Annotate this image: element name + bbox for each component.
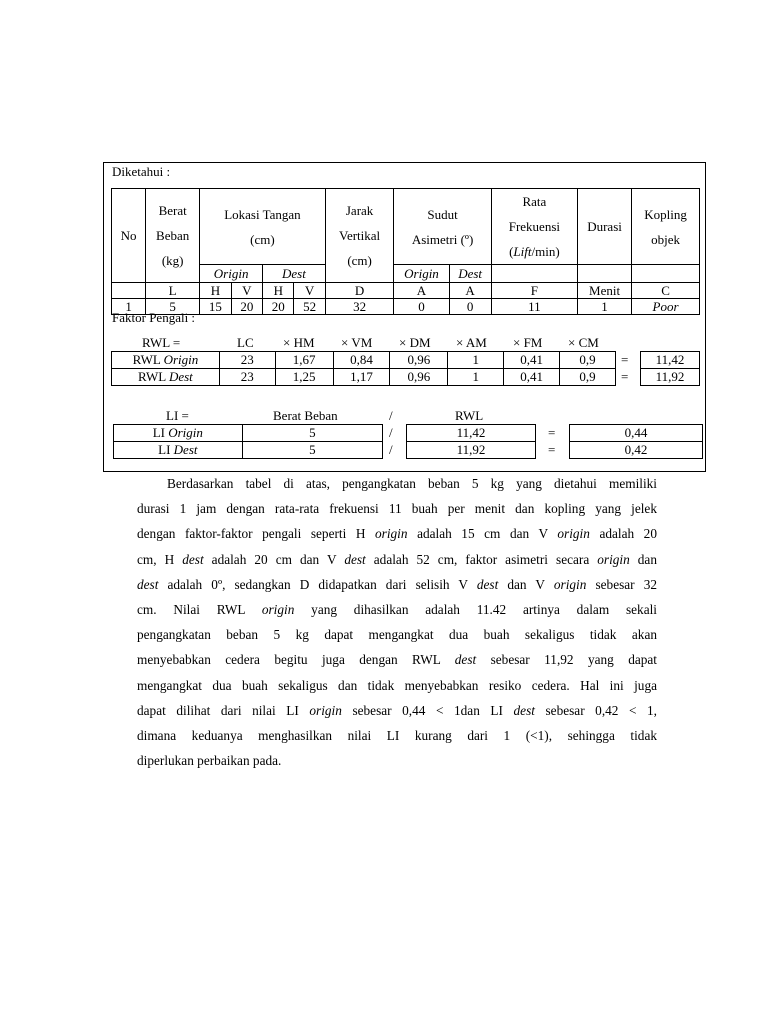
- value-cell: 32: [325, 299, 394, 315]
- empty-cell: [491, 265, 577, 283]
- rwl-origin-result: 11,42: [641, 352, 700, 369]
- explanation-paragraph: [137, 471, 657, 773]
- rwl-origin-label: RWL Origin: [112, 352, 220, 369]
- rwl-dest-result: 11,92: [641, 369, 700, 386]
- rwl-table: [111, 351, 616, 386]
- header-rata-frekuensi: Rata Frekuensi (Lift/min): [491, 189, 577, 265]
- header-berat-beban: Berat Beban (kg): [146, 189, 200, 283]
- li-header-berat: Berat Beban: [273, 408, 338, 423]
- li-beban: 5: [242, 442, 382, 459]
- rwl-value: 0,41: [504, 369, 560, 386]
- subheader-origin: Origin: [200, 265, 263, 283]
- symbol-cell: Menit: [578, 283, 632, 299]
- symbol-cell: V: [294, 283, 325, 299]
- header-no: No: [112, 189, 146, 283]
- value-cell: 0: [394, 299, 449, 315]
- rwl-value: 0,84: [333, 352, 390, 369]
- rwl-value: 1,67: [275, 352, 333, 369]
- symbol-cell: L: [146, 283, 200, 299]
- symbol-cell: C: [632, 283, 700, 299]
- li-equals: =: [548, 442, 556, 457]
- input-data-table: [111, 188, 700, 315]
- rwl-dest-label: RWL Dest: [112, 369, 220, 386]
- value-cell: 20: [263, 299, 294, 315]
- header-lokasi-tangan: Lokasi Tangan (cm): [200, 189, 326, 265]
- paragraph-line: mengangkat dua buah sekaligus dan tidak menyebabkan resiko cedera. Hal ini juga: [137, 677, 657, 693]
- rwl-header-dm: × DM: [399, 335, 431, 350]
- li-dest-result: 0,42: [570, 442, 703, 459]
- symbol-cell: A: [449, 283, 491, 299]
- rwl-equals: =: [621, 352, 629, 367]
- rwl-value: 0,9: [560, 369, 616, 386]
- paragraph-line: dengan faktor-faktor pengali seperti H origin adalah 15 cm dan V origin adalah 20: [137, 526, 657, 542]
- li-result-table: [569, 424, 703, 459]
- rwl-value: 0,96: [390, 352, 448, 369]
- paragraph-line: dimana keduanya menghasilkan nilai LI kurang dari 1 (<1), sehingga tidak: [137, 728, 657, 744]
- empty-cell: [578, 265, 632, 283]
- empty-cell: [112, 283, 146, 299]
- paragraph-line: dapat dilihat dari nilai LI origin sebesar 0,44 < 1dan LI dest sebesar 0,42 < 1,: [137, 702, 658, 718]
- symbol-cell: V: [231, 283, 262, 299]
- paragraph-line: dest adalah 0º, sedangkan D didapatkan dari selisih V dest dan V origin sebesar 32: [137, 576, 657, 592]
- paragraph-line: cm. Nilai RWL origin yang dihasilkan adalah 11.42 artinya dalam sekali: [137, 602, 657, 618]
- header-jarak-vertikal: Jarak Vertikal (cm): [325, 189, 394, 283]
- value-cell: 52: [294, 299, 325, 315]
- value-cell: Poor: [632, 299, 700, 315]
- li-rwl-table: [406, 424, 536, 459]
- rwl-header-rwl: RWL =: [142, 335, 181, 350]
- rwl-header-am: × AM: [456, 335, 487, 350]
- rwl-value: 1,25: [275, 369, 333, 386]
- li-origin-result: 0,44: [570, 425, 703, 442]
- paragraph-line: pengangkatan beban 5 kg dapat mengangkat dua buah sekaligus tidak akan: [137, 627, 657, 643]
- rwl-value: 1: [448, 369, 504, 386]
- li-beban: 5: [242, 425, 382, 442]
- li-origin-label: LI Origin: [114, 425, 243, 442]
- paragraph-line: cm, H dest adalah 20 cm dan V dest adalah 52 cm, faktor asimetri secara origin dan: [137, 551, 657, 567]
- rwl-value: 0,96: [390, 369, 448, 386]
- li-slash: /: [389, 442, 393, 457]
- subheader-dest: Dest: [263, 265, 326, 283]
- symbol-cell: D: [325, 283, 394, 299]
- rwl-value: 0,9: [560, 352, 616, 369]
- value-cell: 1: [112, 299, 146, 315]
- paragraph-line: diperlukan perbaikan pada.: [137, 753, 282, 769]
- rwl-header-lc: LC: [237, 335, 254, 350]
- rwl-value: 0,41: [504, 352, 560, 369]
- empty-cell: [632, 265, 700, 283]
- header-sudut-asimetri: Sudut Asimetri (º): [394, 189, 491, 265]
- rwl-header-fm: × FM: [513, 335, 543, 350]
- rwl-header-hm: × HM: [283, 335, 315, 350]
- li-header-rwl: RWL: [455, 408, 484, 423]
- li-dest-label: LI Dest: [114, 442, 243, 459]
- symbol-cell: H: [263, 283, 294, 299]
- symbol-cell: F: [491, 283, 577, 299]
- value-cell: 20: [231, 299, 262, 315]
- rwl-value: 23: [219, 369, 275, 386]
- symbol-cell: H: [200, 283, 231, 299]
- li-header-li: LI =: [166, 408, 189, 423]
- factor-label: Faktor Pengali :: [112, 310, 196, 325]
- li-header-slash: /: [389, 408, 393, 423]
- subheader-origin: Origin: [394, 265, 449, 283]
- li-slash: /: [389, 425, 393, 440]
- paragraph-line: menyebabkan cedera begitu juga dengan RWL dest sebesar 11,92 yang dapat: [137, 652, 658, 668]
- value-cell: 11: [491, 299, 577, 315]
- value-cell: 0: [449, 299, 491, 315]
- rwl-value: 23: [219, 352, 275, 369]
- rwl-value: 1: [448, 352, 504, 369]
- li-table: [113, 424, 383, 459]
- known-label: Diketahui :: [112, 164, 171, 179]
- rwl-value: 1,17: [333, 369, 390, 386]
- value-cell: 5: [146, 299, 200, 315]
- header-kopling-objek: Kopling objek: [632, 189, 700, 265]
- value-cell: 1: [578, 299, 632, 315]
- subheader-dest: Dest: [449, 265, 491, 283]
- paragraph-line: durasi 1 jam dengan rata-rata frekuensi 11 buah per menit dan kopling yang jelek: [137, 501, 657, 517]
- rwl-header-cm: × CM: [568, 335, 599, 350]
- rwl-result-table: [640, 351, 700, 386]
- header-durasi: Durasi: [578, 189, 632, 265]
- li-rwl-value: 11,92: [407, 442, 536, 459]
- value-cell: 15: [200, 299, 231, 315]
- symbol-cell: A: [394, 283, 449, 299]
- li-rwl-value: 11,42: [407, 425, 536, 442]
- li-equals: =: [548, 425, 556, 440]
- paragraph-line: Berdasarkan tabel di atas, pengangkatan beban 5 kg yang dietahui memiliki: [167, 476, 657, 491]
- rwl-header-vm: × VM: [341, 335, 373, 350]
- rwl-equals: =: [621, 369, 629, 384]
